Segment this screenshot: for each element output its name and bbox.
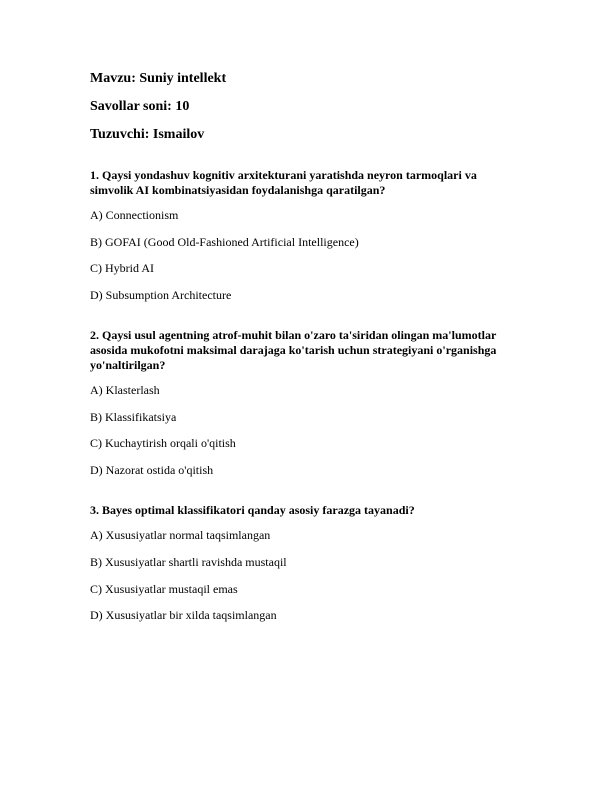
doc-author: Tuzuvchi: Ismailov [90, 127, 205, 142]
doc-topic: Mavzu: Suniy intellekt [90, 71, 227, 86]
answer-option-b: B) GOFAI (Good Old-Fashioned Artificial Intelligence) [90, 234, 359, 249]
answer-option-c: C) Xususiyatlar mustaqil emas [90, 581, 238, 596]
answer-option-b: B) Xususiyatlar shartli ravishda mustaqil [90, 554, 287, 569]
answer-option-d: D) Nazorat ostida o'qitish [90, 463, 214, 478]
answer-option-a: A) Xususiyatlar normal taqsimlangan [90, 528, 271, 543]
question-text: 2. Qaysi usul agentning atrof-muhit bilan o'zaro ta'siridan olingan ma'lumotlar asosida mukofotni maksimal darajaga ko'tarish uchun strategiyani o'rganishga yo'naltirilgan? [90, 328, 497, 373]
question-text: 1. Qaysi yondashuv kognitiv arxitekturani yaratishda neyron tarmoqlari va simvolik AI kombinatsiyasidan foydalanishga qaratilgan? [90, 168, 477, 197]
answer-option-d: D) Subsumption Architecture [90, 288, 232, 303]
answer-option-a: A) Klasterlash [90, 383, 160, 398]
question-block-3 [90, 503, 510, 623]
document-header [90, 70, 510, 143]
document-content [90, 70, 510, 635]
answer-option-a: A) Connectionism [90, 208, 179, 222]
answer-option-c: C) Hybrid AI [90, 261, 154, 276]
answer-option-c: C) Kuchaytirish orqali o'qitish [90, 436, 236, 451]
question-block-2 [90, 328, 510, 478]
answer-option-d: D) Xususiyatlar bir xilda taqsimlangan [90, 608, 277, 623]
answer-option-b: B) Klassifikatsiya [90, 409, 177, 424]
question-block-1 [90, 168, 510, 303]
doc-question-count: Savollar soni: 10 [90, 99, 190, 114]
question-text: 3. Bayes optimal klassifikatori qanday asosiy farazga tayanadi? [90, 503, 415, 518]
